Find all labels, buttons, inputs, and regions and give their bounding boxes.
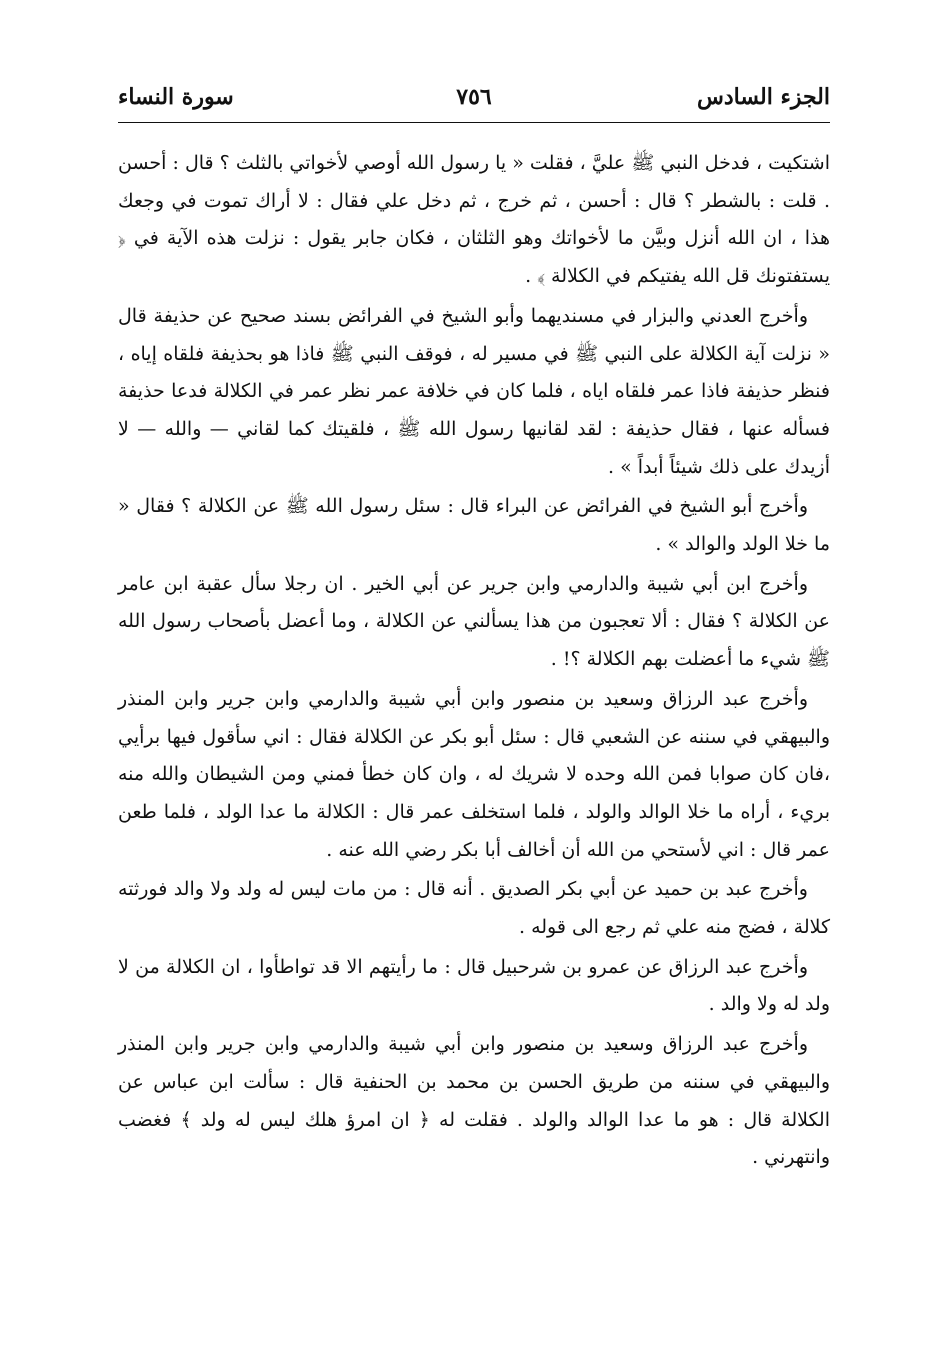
paragraph: وأخرج أبو الشيخ في الفرائض عن البراء قال : سئل رسول الله ﷺ عن الكلالة ؟ فقال « ما خلا الولد والوالد » . (118, 495, 830, 556)
paragraph: وأخرج عبد بن حميد عن أبي بكر الصديق . أنه قال : من مات ليس له ولد ولا والد فورثته كلالة ، فضج منه علي ثم رجع الى قوله . (118, 878, 830, 939)
part-title: الجزء السادس (697, 84, 830, 110)
paragraph: وأخرج عبد الرزاق وسعيد بن منصور وابن أبي شيبة والدارمي وابن جرير وابن المنذر والبيهقي في سننه من طريق الحسن بن محمد بن الحنفية قال : سألت ابن عباس عن الكلالة قال : هو ما عدا الوالد والولد . فقلت له ﴿ ان امرؤ هلك ليس له ولد ﴾ فغضب وانتهرني . (118, 1033, 830, 1169)
page-number: ٧٥٦ (456, 84, 492, 110)
book-page (118, 70, 830, 1310)
paragraph: وأخرج العدني والبزار في مسنديهما وأبو الشيخ في الفرائض بسند صحيح عن حذيفة قال « نزلت آية الكلالة على النبي ﷺ في مسير له ، فوقف النبي ﷺ فاذا هو بحذيفة فلقاه إياه ، فنظر حذيفة فاذا عمر فلقاه اياه ، فلما كان في خلافة عمر نظر عمر في الكلالة فدعا حذيفة فسأله عنها ، فقال حذيفة : لقد لقانيها رسول الله ﷺ ، فلقيتك كما لقاني — والله — لا أزيدك على ذلك شيئاً أبداً » . (118, 304, 830, 478)
page-header (118, 70, 830, 123)
paragraph: اشتكيت ، فدخل النبي ﷺ عليَّ ، فقلت « يا رسول الله أوصي لأخواتي بالثلث ؟ قال : أحسن . قلت : بالشطر ؟ قال : أحسن ، ثم خرج ، ثم دخل علي فقال : لا أراك تموت في وجعك هذا ، ان الله أنزل وبيَّن ما لأخواتك وهو الثلثان ، فكان جابر يقول : نزلت هذه الآية في ﴿ يستفتونك قل الله يفتيكم في الكلالة ﴾ . (118, 152, 830, 288)
paragraph: وأخرج عبد الرزاق وسعيد بن منصور وابن أبي شيبة والدارمي وابن جرير وابن المنذر والبيهقي في سننه عن الشعبي قال : سئل أبو بكر عن الكلالة فقال : اني سأقول فيها برأيي ،فان كان صوابا فمن الله وحده لا شريك له ، وان كان خطأ فمني ومن الشيطان والله منه بريء ، أراه ما خلا الوالد والولد ، فلما استخلف عمر قال : الكلالة ما عدا الولد ، فلما طعن عمر قال : اني لأستحي من الله أن أخالف أبا بكر رضي الله عنه . (118, 687, 830, 861)
surah-title: سورة النساء (118, 84, 234, 110)
paragraph: وأخرج عبد الرزاق عن عمرو بن شرحبيل قال : ما رأيتهم الا قد تواطأوا ، ان الكلالة من لا ولد له ولا والد . (118, 955, 830, 1016)
page-body (118, 145, 830, 1177)
paragraph: وأخرج ابن أبي شيبة والدارمي وابن جرير عن أبي الخير . ان رجلا سأل عقبة ابن عامر عن الكلالة ؟ فقال : ألا تعجبون من هذا يسألني عن الكلالة ، وما أعضل بأصحاب رسول الله ﷺ شيء ما أعضلت بهم الكلالة ؟! . (118, 572, 830, 671)
